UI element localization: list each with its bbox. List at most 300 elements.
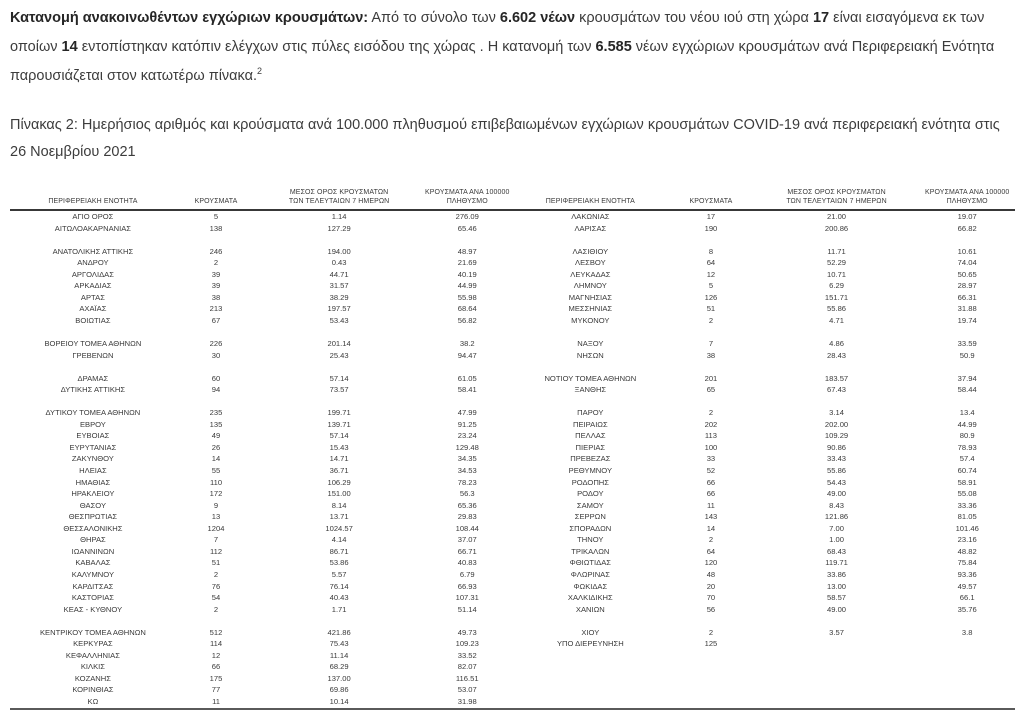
per100k-cell: 34.53 xyxy=(457,466,477,476)
cases-cell: 38 xyxy=(706,350,716,360)
table-row xyxy=(10,557,1015,569)
per100k-cell: 81.05 xyxy=(957,512,977,522)
header-cases: ΚΡΟΥΣΜΑΤΑ xyxy=(689,198,733,205)
avg7-cell: 44.71 xyxy=(329,269,349,279)
header-avg7-line2: ΤΩΝ ΤΕΛΕΥΤΑΙΩΝ 7 ΗΜΕΡΩΝ xyxy=(786,198,887,205)
per100k-cell: 68.64 xyxy=(457,304,477,314)
region-cell: ΣΑΜΟΥ xyxy=(576,500,604,510)
avg7-cell: 90.86 xyxy=(827,442,847,452)
per100k-cell: 61.05 xyxy=(457,373,477,383)
region-cell: ΑΝΔΡΟΥ xyxy=(77,258,109,268)
cases-cell: 2 xyxy=(708,408,714,418)
cases-cell: 70 xyxy=(706,593,716,603)
cases-cell: 5 xyxy=(213,212,219,221)
table-row xyxy=(10,223,1015,235)
region-cell: ΡΟΔΟΠΗΣ xyxy=(571,477,609,487)
table-row xyxy=(10,569,1015,581)
avg7-cell: 5.57 xyxy=(331,569,347,579)
cases-cell: 135 xyxy=(209,419,223,429)
per100k-cell: 49.57 xyxy=(957,581,977,591)
cases-cell: 20 xyxy=(706,581,716,591)
per100k-cell: 19.74 xyxy=(957,315,977,325)
per100k-cell: 66.31 xyxy=(957,292,977,302)
avg7-cell: 3.57 xyxy=(829,627,844,637)
region-cell: ΦΩΚΙΔΑΣ xyxy=(573,581,608,591)
header-avg7 xyxy=(256,188,422,206)
region-cell: ΝΗΣΩΝ xyxy=(576,350,604,360)
cases-cell: 2 xyxy=(708,535,714,545)
cases-cell: 11 xyxy=(212,696,220,706)
avg7-cell: 8.14 xyxy=(331,500,347,510)
per100k-cell: 10.61 xyxy=(957,246,977,256)
region-cell: ΑΡΚΑΔΙΑΣ xyxy=(74,281,112,291)
avg7-cell: 4.14 xyxy=(331,535,347,545)
region-cell: ΝΟΤΙΟΥ ΤΟΜΕΑ ΑΘΗΝΩΝ xyxy=(544,373,637,383)
cases-cell: 110 xyxy=(209,477,223,487)
table-row xyxy=(10,604,1015,616)
header-per100k xyxy=(919,188,1014,206)
avg7-cell: 11.71 xyxy=(827,246,846,256)
avg7-cell: 33.43 xyxy=(827,454,847,464)
per100k-cell: 276.09 xyxy=(455,212,479,221)
per100k-cell: 66.1 xyxy=(959,593,975,603)
region-cell: ΚΑΒΑΛΑΣ xyxy=(75,558,111,568)
per100k-cell: 51.14 xyxy=(457,604,477,614)
cases-cell: 49 xyxy=(211,431,221,441)
cases-table xyxy=(10,188,1015,710)
avg7-cell: 15.43 xyxy=(329,442,349,452)
avg7-cell: 8.43 xyxy=(829,500,844,510)
region-cell: ΑΓΙΟ ΟΡΟΣ xyxy=(72,212,114,221)
avg7-cell: 194.00 xyxy=(327,246,351,256)
cases-cell: 246 xyxy=(209,246,223,256)
per100k-cell: 31.88 xyxy=(957,304,977,314)
avg7-cell: 1.00 xyxy=(829,535,844,545)
cases-cell: 51 xyxy=(211,558,221,568)
per100k-cell: 58.91 xyxy=(957,477,977,487)
table-row xyxy=(10,696,1015,708)
table-row xyxy=(10,396,1015,408)
per100k-cell: 44.99 xyxy=(457,281,477,291)
per100k-cell: 66.82 xyxy=(957,223,977,233)
avg7-cell: 49.00 xyxy=(827,604,847,614)
avg7-cell: 68.29 xyxy=(329,662,349,672)
avg7-cell: 49.00 xyxy=(827,489,847,499)
avg7-cell: 151.00 xyxy=(327,489,351,499)
per100k-cell: 48.82 xyxy=(957,546,977,556)
region-cell: ΑΝΑΤΟΛΙΚΗΣ ΑΤΤΙΚΗΣ xyxy=(52,246,134,256)
intro-segment: είναι εισαγόμενα εκ των οποίων xyxy=(10,10,985,55)
table-row xyxy=(10,419,1015,431)
header-region: ΠΕΡΙΦΕΡΕΙΑΚΗ ΕΝΟΤΗΤΑ xyxy=(545,198,635,205)
table-row xyxy=(10,650,1015,662)
avg7-cell: 197.57 xyxy=(327,304,351,314)
table-row xyxy=(10,361,1015,373)
avg7-cell: 76.14 xyxy=(329,581,349,591)
region-cell: ΧΑΛΚΙΔΙΚΗΣ xyxy=(567,593,613,603)
region-cell: ΛΑΡΙΣΑΣ xyxy=(574,223,607,233)
per100k-cell: 33.52 xyxy=(457,650,477,660)
intro-segment: εντοπίστηκαν κατόπιν ελέγχων στις πύλες εισόδου της χώρας . Η κατανομή των xyxy=(77,39,596,55)
table-row xyxy=(10,627,1015,639)
avg7-cell: 4.71 xyxy=(829,315,844,325)
cases-cell: 226 xyxy=(209,339,223,349)
per100k-cell: 48.97 xyxy=(457,246,477,256)
cases-cell: 14 xyxy=(706,523,716,533)
region-cell: ΚΕΝΤΡΙΚΟΥ ΤΟΜΕΑ ΑΘΗΝΩΝ xyxy=(39,627,146,637)
table-caption: Πίνακας 2: Ημερήσιος αριθμός και κρούσματα ανά 100.000 πληθυσμού επιβεβαιωμένων εγχώριων κρουσμάτων COVID-19 ανά περιφερειακή ενότητα στις 26 Νοεμβρίου 2021 xyxy=(10,117,1000,160)
region-cell: ΕΒΡΟΥ xyxy=(79,419,106,429)
region-cell: ΕΥΒΟΙΑΣ xyxy=(76,431,110,441)
region-cell: ΝΑΞΟΥ xyxy=(577,339,604,349)
avg7-cell: 151.71 xyxy=(824,292,849,302)
region-cell: ΕΥΡΥΤΑΝΙΑΣ xyxy=(69,442,117,452)
header-per100k-line1: ΚΡΟΥΣΜΑΤΑ ΑΝΑ 100000 xyxy=(425,189,510,196)
region-cell: ΣΕΡΡΩΝ xyxy=(574,512,606,522)
table-row xyxy=(10,246,1015,258)
per100k-cell: 19.07 xyxy=(957,212,977,221)
region-cell: ΗΜΑΘΙΑΣ xyxy=(75,477,111,487)
avg7-cell: 21.00 xyxy=(827,212,847,221)
avg7-cell: 53.86 xyxy=(329,558,349,568)
per100k-cell: 28.97 xyxy=(957,281,977,291)
region-cell: ΚΕΡΚΥΡΑΣ xyxy=(73,639,113,649)
cases-cell: 213 xyxy=(209,304,223,314)
cases-cell: 12 xyxy=(706,269,716,279)
region-cell: ΚΟΡΙΝΘΙΑΣ xyxy=(72,685,114,695)
per100k-cell: 66.93 xyxy=(457,581,477,591)
region-cell: ΒΟΡΕΙΟΥ ΤΟΜΕΑ ΑΘΗΝΩΝ xyxy=(44,339,142,349)
per100k-cell: 53.07 xyxy=(457,685,477,695)
per100k-cell: 82.07 xyxy=(457,662,477,672)
avg7-cell: 55.86 xyxy=(827,466,847,476)
table-row xyxy=(10,326,1015,338)
cases-cell: 125 xyxy=(704,639,718,649)
per100k-cell: 94.47 xyxy=(457,350,477,360)
header-per100k-line2: ΠΛΗΘΥΣΜΟ xyxy=(446,198,488,205)
region-cell: ΠΑΡΟΥ xyxy=(577,408,604,418)
region-cell: ΛΕΥΚΑΔΑΣ xyxy=(570,269,611,279)
cases-cell: 175 xyxy=(209,673,223,683)
avg7-cell: 10.14 xyxy=(329,696,349,706)
avg7-cell: 106.29 xyxy=(327,477,351,487)
cases-cell: 52 xyxy=(706,466,716,476)
header-avg7-line1: ΜΕΣΟΣ ΟΡΟΣ ΚΡΟΥΣΜΑΤΩΝ xyxy=(289,189,389,196)
table-row xyxy=(10,581,1015,593)
table-row xyxy=(10,546,1015,558)
cases-cell: 235 xyxy=(209,408,223,418)
region-cell: ΚΑΣΤΟΡΙΑΣ xyxy=(71,593,114,603)
avg7-cell: 67.43 xyxy=(827,385,847,395)
table-row xyxy=(10,592,1015,604)
intro-segment: Κατανομή ανακοινωθέντων εγχώριων κρουσμάτων: xyxy=(10,10,369,26)
table-row xyxy=(10,211,1015,223)
cases-cell: 202 xyxy=(704,419,718,429)
cases-cell: 12 xyxy=(211,650,221,660)
avg7-cell: 201.14 xyxy=(327,339,351,349)
cases-cell: 39 xyxy=(211,269,221,279)
table-row xyxy=(10,338,1015,350)
intro-segment: 6.602 νέων xyxy=(499,10,576,26)
cases-cell: 38 xyxy=(211,292,221,302)
cases-cell: 126 xyxy=(704,292,718,302)
per100k-cell: 50.9 xyxy=(959,350,975,360)
cases-cell: 190 xyxy=(704,223,718,233)
region-cell: ΘΕΣΣΑΛΟΝΙΚΗΣ xyxy=(63,523,123,533)
per100k-cell: 50.65 xyxy=(957,269,977,279)
cases-cell: 512 xyxy=(209,627,223,637)
header-per100k xyxy=(422,188,512,206)
per100k-cell: 3.8 xyxy=(961,627,973,637)
cases-cell: 2 xyxy=(213,604,219,614)
cases-cell: 67 xyxy=(211,315,221,325)
table-row xyxy=(10,280,1015,292)
avg7-cell: 421.86 xyxy=(327,627,351,637)
cases-cell: 64 xyxy=(706,546,716,556)
table-row xyxy=(10,534,1015,546)
cases-cell: 143 xyxy=(704,512,718,522)
per100k-cell: 108.44 xyxy=(455,523,479,533)
table-row xyxy=(10,453,1015,465)
cases-cell: 138 xyxy=(209,223,223,233)
avg7-cell: 68.43 xyxy=(827,546,847,556)
cases-cell: 100 xyxy=(704,442,718,452)
region-cell: ΤΡΙΚΑΛΩΝ xyxy=(571,546,610,556)
per100k-cell: 6.79 xyxy=(459,569,475,579)
region-cell: ΛΗΜΝΟΥ xyxy=(573,281,607,291)
cases-cell: 76 xyxy=(211,581,221,591)
header-region: ΠΕΡΙΦΕΡΕΙΑΚΗ ΕΝΟΤΗΤΑ xyxy=(48,198,138,205)
region-cell: ΠΕΛΛΑΣ xyxy=(575,431,606,441)
region-cell: ΤΗΝΟΥ xyxy=(577,535,604,545)
region-cell: ΧΙΟΥ xyxy=(581,627,600,637)
cases-cell: 30 xyxy=(211,350,221,360)
cases-cell: 17 xyxy=(706,212,716,221)
region-cell: ΜΕΣΣΗΝΙΑΣ xyxy=(568,304,613,314)
region-cell: ΚΙΛΚΙΣ xyxy=(80,662,105,672)
table-row xyxy=(10,511,1015,523)
table-row xyxy=(10,465,1015,477)
avg7-cell: 139.71 xyxy=(327,419,351,429)
avg7-cell: 58.57 xyxy=(827,593,847,603)
region-cell: ΦΛΩΡΙΝΑΣ xyxy=(570,569,610,579)
per100k-cell: 34.35 xyxy=(457,454,477,464)
avg7-cell: 86.71 xyxy=(329,546,349,556)
cases-cell: 2 xyxy=(708,627,714,637)
cases-cell: 55 xyxy=(211,466,221,476)
cases-cell: 8 xyxy=(708,246,714,256)
avg7-cell: 36.71 xyxy=(329,466,349,476)
cases-cell: 2 xyxy=(213,569,219,579)
table-row xyxy=(10,661,1015,673)
cases-cell: 33 xyxy=(706,454,716,464)
cases-cell: 7 xyxy=(708,339,714,349)
cases-cell: 65 xyxy=(706,385,716,395)
header-avg7-line2: ΤΩΝ ΤΕΛΕΥΤΑΙΩΝ 7 ΗΜΕΡΩΝ xyxy=(288,198,390,205)
region-cell: ΘΑΣΟΥ xyxy=(79,500,107,510)
per100k-cell: 21.69 xyxy=(457,258,477,268)
avg7-cell: 6.29 xyxy=(829,281,844,291)
region-cell: ΚΕΑΣ - ΚΥΘΝΟΥ xyxy=(63,604,123,614)
region-cell: ΘΕΣΠΡΩΤΙΑΣ xyxy=(68,512,118,522)
avg7-cell: 199.71 xyxy=(327,408,351,418)
per100k-cell: 23.16 xyxy=(957,535,977,545)
region-cell: ΛΑΚΩΝΙΑΣ xyxy=(571,212,610,221)
header-cases: ΚΡΟΥΣΜΑΤΑ xyxy=(194,198,238,205)
per100k-cell: 13.4 xyxy=(959,408,975,418)
table-row xyxy=(10,269,1015,281)
avg7-cell: 57.14 xyxy=(329,431,349,441)
cases-cell: 60 xyxy=(211,373,221,383)
region-cell: ΒΟΙΩΤΙΑΣ xyxy=(75,315,111,325)
avg7-cell: 53.43 xyxy=(329,315,349,325)
per100k-cell: 31.98 xyxy=(457,696,477,706)
per100k-cell: 107.31 xyxy=(455,593,479,603)
per100k-cell: 44.99 xyxy=(957,419,977,429)
region-cell: ΑΡΓΟΛΙΔΑΣ xyxy=(71,269,114,279)
per100k-cell: 91.25 xyxy=(457,419,477,429)
per100k-cell: 93.36 xyxy=(957,569,977,579)
region-cell: ΜΑΓΝΗΣΙΑΣ xyxy=(568,292,612,302)
avg7-cell: 25.43 xyxy=(329,350,349,360)
cases-cell: 5 xyxy=(708,281,714,291)
cases-cell: 56 xyxy=(706,604,716,614)
avg7-cell: 1.71 xyxy=(331,604,347,614)
avg7-cell: 14.71 xyxy=(329,454,349,464)
avg7-cell: 3.14 xyxy=(829,408,844,418)
avg7-cell: 73.57 xyxy=(329,385,349,395)
per100k-cell: 40.83 xyxy=(457,558,477,568)
avg7-cell: 57.14 xyxy=(329,373,349,383)
table-row xyxy=(10,257,1015,269)
region-cell: ΠΡΕΒΕΖΑΣ xyxy=(570,454,611,464)
per100k-cell: 58.44 xyxy=(957,385,977,395)
region-cell: ΡΕΘΥΜΝΟΥ xyxy=(568,466,613,476)
cases-cell: 66 xyxy=(706,489,716,499)
table-row xyxy=(10,384,1015,396)
per100k-cell: 37.94 xyxy=(957,373,977,383)
avg7-cell: 55.86 xyxy=(827,304,847,314)
region-cell: ΙΩΑΝΝΙΝΩΝ xyxy=(71,546,115,556)
intro-segment: Από το σύνολο των xyxy=(368,10,500,26)
region-cell: ΠΕΙΡΑΙΩΣ xyxy=(572,419,608,429)
header-per100k-line1: ΚΡΟΥΣΜΑΤΑ ΑΝΑ 100000 xyxy=(924,189,1010,196)
table-body xyxy=(10,211,1015,710)
per100k-cell: 78.93 xyxy=(957,442,977,452)
region-cell: ΗΛΕΙΑΣ xyxy=(79,466,107,476)
region-cell: ΔΥΤΙΚΟΥ ΤΟΜΕΑ ΑΘΗΝΩΝ xyxy=(45,408,141,418)
avg7-cell: 52.29 xyxy=(827,258,847,268)
per100k-cell: 40.19 xyxy=(457,269,477,279)
table-row xyxy=(10,292,1015,304)
cases-cell: 2 xyxy=(213,258,219,268)
region-cell: ΑΡΤΑΣ xyxy=(80,292,105,302)
avg7-cell: 200.86 xyxy=(824,223,849,233)
region-cell: ΑΙΤΩΛΟΑΚΑΡΝΑΝΙΑΣ xyxy=(54,223,131,233)
per100k-cell: 57.4 xyxy=(959,454,975,464)
table-row xyxy=(10,442,1015,454)
region-cell: ΚΟΖΑΝΗΣ xyxy=(74,673,111,683)
avg7-cell: 69.86 xyxy=(329,685,349,695)
table-row xyxy=(10,234,1015,246)
per100k-cell: 66.71 xyxy=(457,546,477,556)
cases-cell: 66 xyxy=(211,662,221,672)
cases-cell: 9 xyxy=(213,500,219,510)
footnote-marker: 2 xyxy=(257,66,263,77)
per100k-cell: 33.36 xyxy=(957,500,977,510)
cases-cell: 54 xyxy=(211,593,221,603)
avg7-cell: 127.29 xyxy=(327,223,351,233)
region-cell: ΖΑΚΥΝΘΟΥ xyxy=(71,454,114,464)
table-row xyxy=(10,477,1015,489)
avg7-cell: 137.00 xyxy=(327,673,351,683)
cases-cell: 14 xyxy=(211,454,221,464)
avg7-cell: 4.86 xyxy=(829,339,844,349)
avg7-cell: 0.43 xyxy=(331,258,347,268)
region-cell: ΣΠΟΡΑΔΩΝ xyxy=(569,523,612,533)
per100k-cell: 47.99 xyxy=(457,408,477,418)
table-row xyxy=(10,407,1015,419)
table-row xyxy=(10,638,1015,650)
table-row xyxy=(10,373,1015,385)
avg7-cell: 11.14 xyxy=(329,650,349,660)
region-cell: ΠΙΕΡΙΑΣ xyxy=(575,442,606,452)
region-cell: ΚΑΡΔΙΤΣΑΣ xyxy=(72,581,114,591)
intro-paragraph xyxy=(10,4,1016,91)
region-cell: ΔΥΤΙΚΗΣ ΑΤΤΙΚΗΣ xyxy=(60,385,126,395)
cases-cell: 201 xyxy=(704,373,718,383)
region-cell: ΚΩ xyxy=(87,696,99,706)
cases-cell: 48 xyxy=(706,569,716,579)
avg7-cell: 40.43 xyxy=(329,593,349,603)
cases-cell: 113 xyxy=(704,431,717,441)
cases-cell: 94 xyxy=(211,385,221,395)
per100k-cell: 56.82 xyxy=(457,315,477,325)
cases-cell: 7 xyxy=(213,535,219,545)
cases-cell: 11 xyxy=(706,500,715,510)
region-cell: ΛΕΣΒΟΥ xyxy=(575,258,606,268)
per100k-cell: 65.36 xyxy=(457,500,477,510)
avg7-cell: 119.71 xyxy=(825,558,848,568)
cases-cell: 172 xyxy=(209,489,223,499)
intro-segment: 17 xyxy=(812,10,830,26)
per100k-cell: 56.3 xyxy=(459,489,475,499)
avg7-cell: 13.71 xyxy=(329,512,349,522)
per100k-cell: 29.83 xyxy=(457,512,477,522)
table-row xyxy=(10,303,1015,315)
region-cell: ΞΑΝΘΗΣ xyxy=(574,385,607,395)
per100k-cell: 75.84 xyxy=(957,558,977,568)
avg7-cell: 109.29 xyxy=(824,431,849,441)
cases-cell: 120 xyxy=(704,558,718,568)
per100k-cell: 49.73 xyxy=(457,627,477,637)
avg7-cell: 202.00 xyxy=(824,419,849,429)
intro-segment: 6.585 xyxy=(595,39,632,55)
region-cell: ΘΗΡΑΣ xyxy=(80,535,106,545)
cases-cell: 66 xyxy=(706,477,716,487)
table-row xyxy=(10,430,1015,442)
per100k-cell: 55.98 xyxy=(457,292,477,302)
header-avg7 xyxy=(754,188,920,206)
header-avg7-line1: ΜΕΣΟΣ ΟΡΟΣ ΚΡΟΥΣΜΑΤΩΝ xyxy=(787,189,886,196)
region-cell: ΧΑΝΙΩΝ xyxy=(575,604,605,614)
cases-cell: 26 xyxy=(211,442,221,452)
avg7-cell: 28.43 xyxy=(827,350,847,360)
region-cell: ΛΑΣΙΘΙΟΥ xyxy=(572,246,609,256)
avg7-cell: 31.57 xyxy=(329,281,349,291)
region-cell: ΥΠΟ ΔΙΕΡΕΥΝΗΣΗ xyxy=(556,639,624,649)
avg7-cell: 13.00 xyxy=(827,581,847,591)
